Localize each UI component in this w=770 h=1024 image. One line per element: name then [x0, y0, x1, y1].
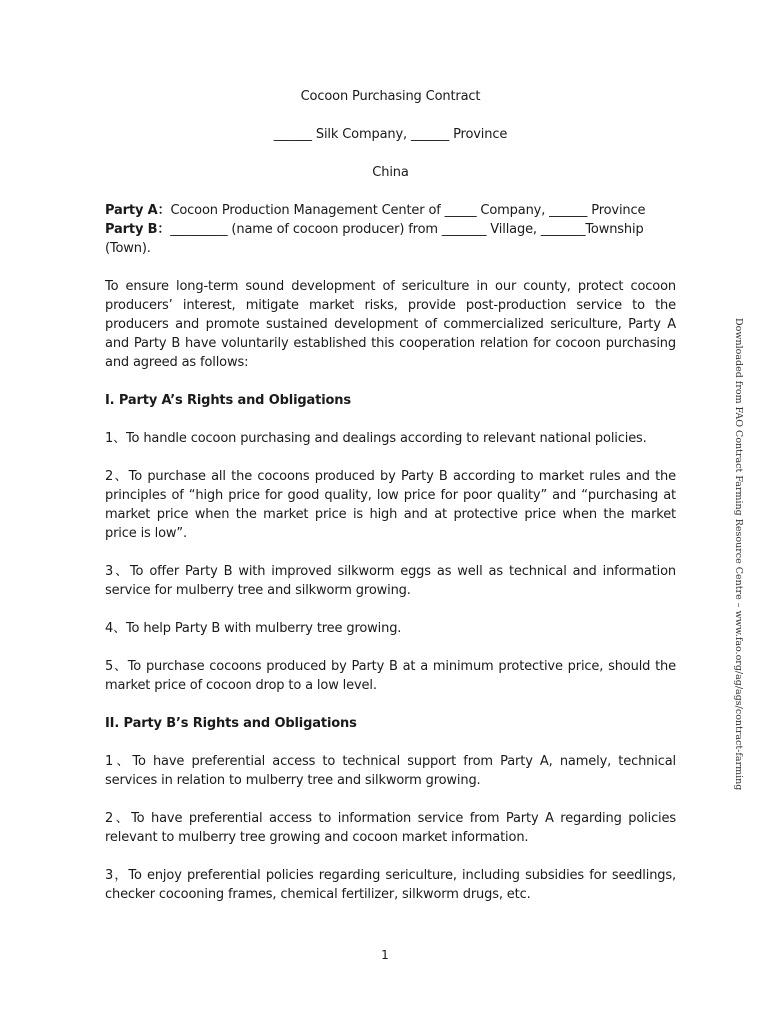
section-1-item: 3、To offer Party B with improved silkworm eggs as well as technical and information service for mulberry tree and silkworm growing.	[105, 564, 676, 598]
party-a-label: Party A：	[105, 203, 171, 218]
party-b-line	[105, 220, 676, 258]
country-line: China	[372, 165, 409, 180]
document-body	[105, 87, 676, 923]
section-2-heading: II. Party B’s Rights and Obligations	[105, 716, 357, 731]
document-title: Cocoon Purchasing Contract	[300, 89, 481, 104]
section-1-heading: I. Party A’s Rights and Obligations	[105, 393, 352, 408]
section-2-item: 1、To have preferential access to technical support from Party A, namely, technical services in relation to mulberry tree and silkworm growing.	[105, 754, 676, 788]
parties-block	[105, 201, 676, 258]
party-a-line	[105, 201, 676, 220]
section-1-item: 2、To purchase all the cocoons produced by Party B according to market rules and the principles of “high price for good quality, low price for poor quality” and “purchasing at market price when the market price is high and at protective price when the market price is low”.	[105, 469, 676, 541]
party-b-text: _________ (name of cocoon producer) from _______ Village, _______Township (Town).	[105, 222, 644, 256]
section-1-item: 5、To purchase cocoons produced by Party B at a minimum protective price, should the market price of cocoon drop to a low level.	[105, 659, 676, 693]
section-2-item: 2、To have preferential access to information service from Party A regarding policies relevant to mulberry tree growing and cocoon market information.	[105, 811, 676, 845]
page-number: 1	[381, 948, 389, 962]
company-line: ______ Silk Company, ______ Province	[273, 127, 508, 142]
party-b-label: Party B：	[105, 222, 171, 237]
party-a-text: Cocoon Production Management Center of _____ Company, ______ Province	[170, 203, 646, 218]
download-source-note: Downloaded from FAO Contract Farming Resource Centre – www.fao.org/ag/ags/contract-farming	[733, 318, 744, 791]
section-1-item: 1、To handle cocoon purchasing and dealings according to relevant national policies.	[105, 431, 647, 446]
section-1-item: 4、To help Party B with mulberry tree growing.	[105, 621, 402, 636]
section-2-item: 3，To enjoy preferential policies regarding sericulture, including subsidies for seedlings, checker cocooning frames, chemical fertilizer, silkworm drugs, etc.	[105, 868, 676, 902]
intro-paragraph: To ensure long-term sound development of sericulture in our county, protect cocoon producers’ interest, mitigate market risks, provide post-production service to the producers and promote sustained development of commercialized sericulture, Party A and Party B have voluntarily established this cooperation relation for cocoon purchasing and agreed as follows:	[105, 279, 676, 370]
